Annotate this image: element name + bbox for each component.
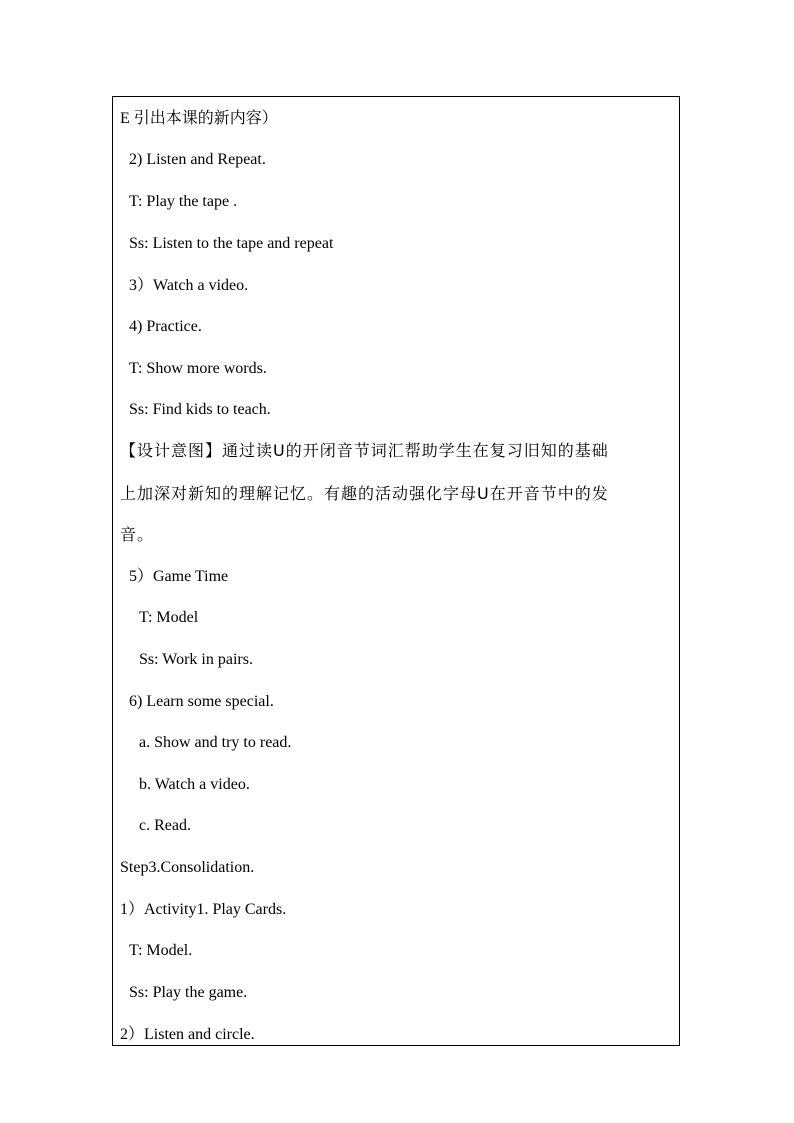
design-intent-line-3: 音。: [120, 525, 155, 544]
students-line-play-game: Ss: Play the game.: [129, 984, 248, 1001]
students-line-work-pairs: Ss: Work in pairs.: [139, 651, 253, 668]
intro-note-line: E 引出本课的新内容）: [120, 110, 278, 127]
step-watch-video: 3）Watch a video.: [129, 277, 249, 294]
students-line-listen-repeat: Ss: Listen to the tape and repeat: [129, 235, 334, 252]
step-practice: 4) Practice.: [129, 318, 202, 335]
substep-show-read: a. Show and try to read.: [139, 734, 292, 751]
design-intent-line-1: 【设计意图】通过读U的开闭音节词汇帮助学生在复习旧知的基础: [120, 441, 609, 460]
substep-watch-video: b. Watch a video.: [139, 776, 250, 793]
activity1-play-cards: 1）Activity1. Play Cards.: [120, 901, 287, 918]
design-intent-line-2: 上加深对新知的理解记忆。有趣的活动强化字母U在开音节中的发: [120, 484, 609, 503]
teacher-line-show-words: T: Show more words.: [129, 360, 267, 377]
step-game-time: 5）Game Time: [129, 568, 229, 585]
step-learn-special: 6) Learn some special.: [129, 693, 274, 710]
substep-read: c. Read.: [139, 817, 191, 834]
step3-consolidation-heading: Step3.Consolidation.: [120, 859, 255, 876]
students-line-find-kids: Ss: Find kids to teach.: [129, 401, 271, 418]
step-listen-circle: 2）Listen and circle.: [120, 1026, 255, 1043]
step-listen-repeat: 2) Listen and Repeat.: [129, 151, 266, 168]
teacher-line-model-2: T: Model.: [129, 942, 193, 959]
teacher-line-play-tape: T: Play the tape .: [129, 193, 238, 210]
teacher-line-model: T: Model: [139, 609, 199, 626]
